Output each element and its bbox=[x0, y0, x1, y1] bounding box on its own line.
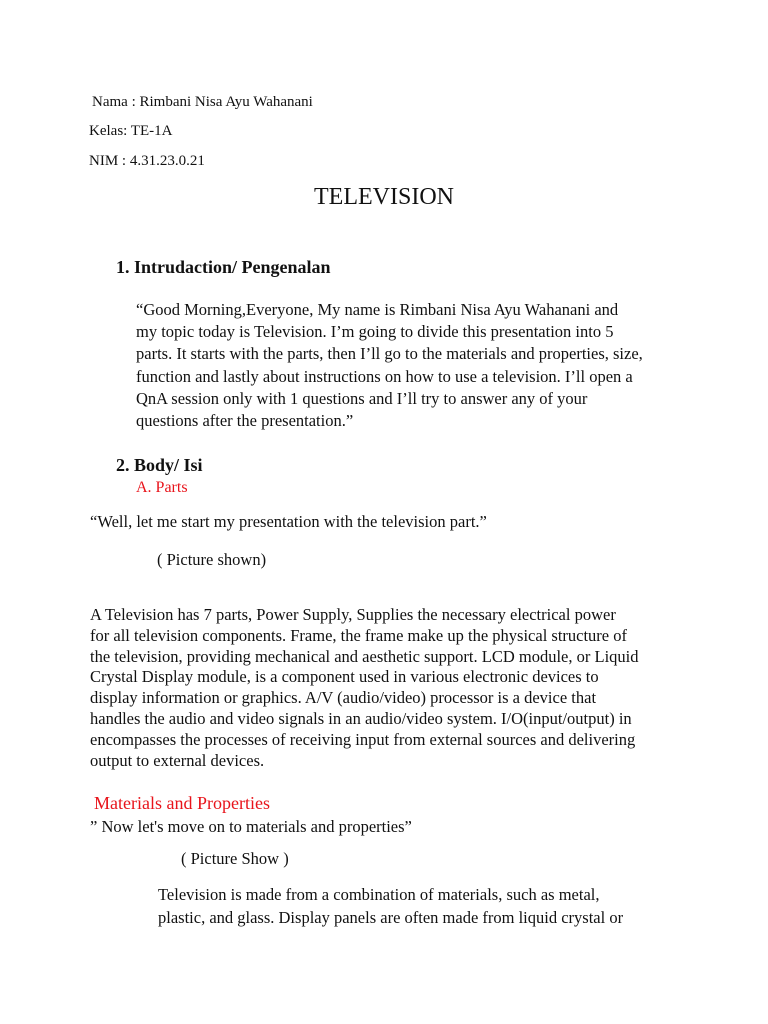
parts-quote: “Well, let me start my presentation with the television part.” bbox=[90, 512, 487, 531]
parts-line: display information or graphics. A/V (audio/video) processor is a device that bbox=[90, 688, 597, 708]
parts-picture-note: ( Picture shown) bbox=[157, 550, 267, 569]
intro-heading: 1. Intrudaction/ Pengenalan bbox=[116, 257, 331, 277]
parts-line: for all television components. Frame, the frame make up the physical structure of bbox=[90, 625, 627, 645]
student-class: Kelas: TE-1A bbox=[89, 123, 173, 139]
page-title: TELEVISION bbox=[314, 184, 454, 210]
parts-line: the television, providing mechanical and aesthetic support. LCD module, or Liquid bbox=[90, 646, 639, 666]
student-nim: NIM : 4.31.23.0.21 bbox=[89, 153, 205, 169]
materials-quote: ” Now let's move on to materials and properties” bbox=[90, 817, 412, 836]
student-name: Nama : Rimbani Nisa Ayu Wahanani bbox=[92, 94, 313, 110]
parts-line: encompasses the processes of receiving input from external sources and delivering bbox=[90, 729, 636, 749]
parts-line: handles the audio and video signals in an audio/video system. I/O(input/output) in bbox=[90, 708, 632, 728]
intro-line: “Good Morning,Everyone, My name is Rimbani Nisa Ayu Wahanani and bbox=[136, 300, 619, 319]
intro-line: function and lastly about instructions on how to use a television. I’ll open a bbox=[136, 366, 633, 386]
parts-line: A Television has 7 parts, Power Supply, Supplies the necessary electrical power bbox=[90, 605, 616, 624]
parts-line: Crystal Display module, is a component used in various electronic devices to bbox=[90, 667, 599, 687]
parts-subheading: A. Parts bbox=[136, 479, 188, 496]
materials-paragraph bbox=[158, 884, 623, 929]
intro-line: questions after the presentation.” bbox=[136, 411, 354, 431]
parts-line: output to external devices. bbox=[90, 750, 265, 770]
materials-heading: Materials and Properties bbox=[94, 793, 270, 813]
materials-line: plastic, and glass. Display panels are often made from liquid crystal or bbox=[158, 907, 624, 927]
parts-paragraph bbox=[90, 605, 639, 771]
intro-line: QnA session only with 1 questions and I’ll try to answer any of your bbox=[136, 388, 588, 408]
materials-line: Television is made from a combination of materials, such as metal, bbox=[158, 885, 600, 904]
intro-paragraph bbox=[136, 299, 643, 432]
body-heading: 2. Body/ Isi bbox=[116, 455, 203, 475]
materials-picture-note: ( Picture Show ) bbox=[181, 849, 289, 868]
intro-line: parts. It starts with the parts, then I’ll go to the materials and properties, size, bbox=[136, 344, 643, 364]
intro-line: my topic today is Television. I’m going to divide this presentation into 5 bbox=[136, 322, 614, 342]
